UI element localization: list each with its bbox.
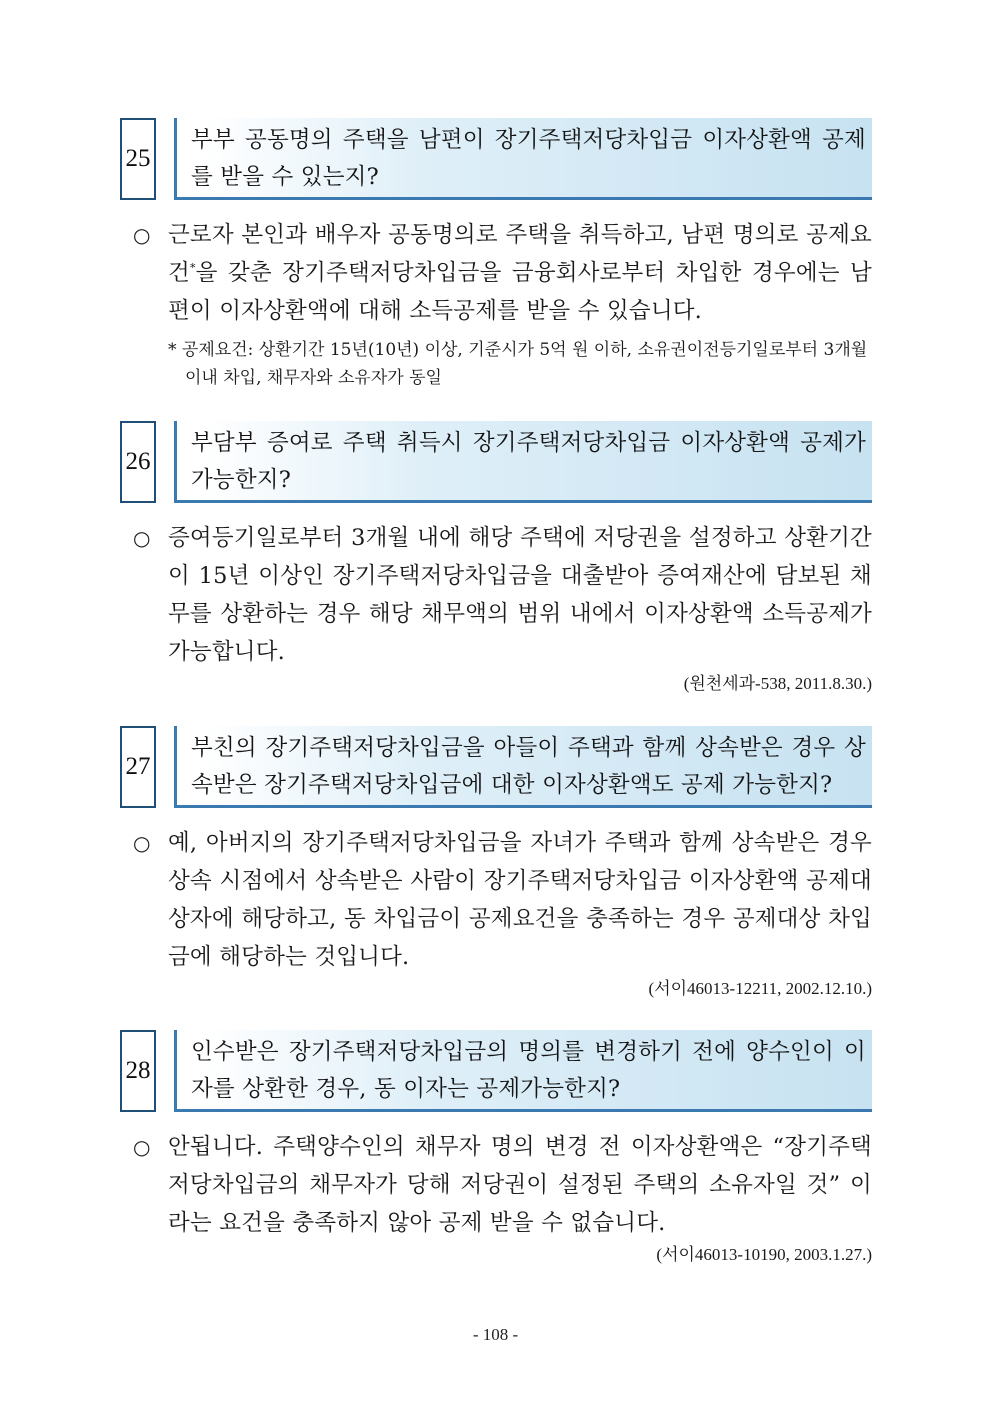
answer-text-part2: 을 갖춘 장기주택저당차입금을 금융회사로부터 차입한 경우에는 남편이 이자상환액에 대해 소득공제를 받을 수 있습니다. (168, 260, 872, 324)
answer-text-part1: 근로자 본인과 배우자 공동명의로 주택을 취득하고, 남편 명의로 공제요건 (168, 222, 872, 286)
question-header (120, 726, 872, 808)
footnote: * 공제요건: 상환기간 15년(10년) 이상, 기준시가 5억 원 이하, 소유권이전등기일로부터 3개월 이내 차입, 채무자와 소유자가 동일 (168, 340, 868, 388)
answer-text: 예, 아버지의 장기주택저당차입금을 자녀가 주택과 함께 상속받은 경우 상속 시점에서 상속받은 사람이 장기주택저당차입금 이자상환액 공제대상자에 해당하고, 동 차입금이 공제요건을 충족하는 경우 공제대상 차입금에 해당하는 것입니다. (168, 830, 872, 970)
qa-section-25 (120, 118, 872, 392)
question-text: 인수받은 장기주택저당차입금의 명의를 변경하기 전에 양수인이 이자를 상환한 경우, 동 이자는 공제가능한지? (174, 1030, 872, 1112)
qa-section-26 (120, 421, 872, 697)
answer (120, 1128, 872, 1242)
question-number: 26 (120, 421, 156, 503)
bullet-circle-icon: ○ (133, 831, 151, 855)
reference-citation: (서이46013-12211, 2002.12.10.) (648, 979, 872, 998)
answer (120, 519, 872, 671)
answer-text: 증여등기일로부터 3개월 내에 해당 주택에 저당권을 설정하고 상환기간이 15년 이상인 장기주택저당차입금을 대출받아 증여재산에 담보된 채무를 상환하는 경우 해당 채무액의 범위 내에서 이자상환액 소득공제가 가능합니다. (168, 525, 872, 665)
answer (120, 216, 872, 330)
question-number: 27 (120, 726, 156, 808)
qa-section-28 (120, 1030, 872, 1268)
reference-citation: (원천세과-538, 2011.8.30.) (683, 674, 872, 693)
answer (120, 824, 872, 976)
footnote-marker: * (189, 261, 196, 275)
question-header (120, 421, 872, 503)
bullet-circle-icon: ○ (133, 1135, 151, 1159)
bullet-circle-icon: ○ (133, 526, 151, 550)
question-number: 28 (120, 1030, 156, 1112)
question-number: 25 (120, 118, 156, 200)
answer-text: 안됩니다. 주택양수인의 채무자 명의 변경 전 이자상환액은 “장기주택저당차입금의 채무자가 당해 저당권이 설정된 주택의 소유자일 것” 이라는 요건을 충족하지 않아 공제 받을 수 없습니다. (168, 1134, 872, 1236)
page-number: - 108 - (472, 1325, 519, 1344)
qa-section-27 (120, 726, 872, 1002)
question-header (120, 118, 872, 200)
question-text: 부담부 증여로 주택 취득시 장기주택저당차입금 이자상환액 공제가 가능한지? (174, 421, 872, 503)
question-text: 부부 공동명의 주택을 남편이 장기주택저당차입금 이자상환액 공제를 받을 수 있는지? (174, 118, 872, 200)
question-text: 부친의 장기주택저당차입금을 아들이 주택과 함께 상속받은 경우 상속받은 장기주택저당차입금에 대한 이자상환액도 공제 가능한지? (174, 726, 872, 808)
question-header (120, 1030, 872, 1112)
bullet-circle-icon: ○ (133, 223, 151, 247)
reference-citation: (서이46013-10190, 2003.1.27.) (656, 1245, 872, 1264)
